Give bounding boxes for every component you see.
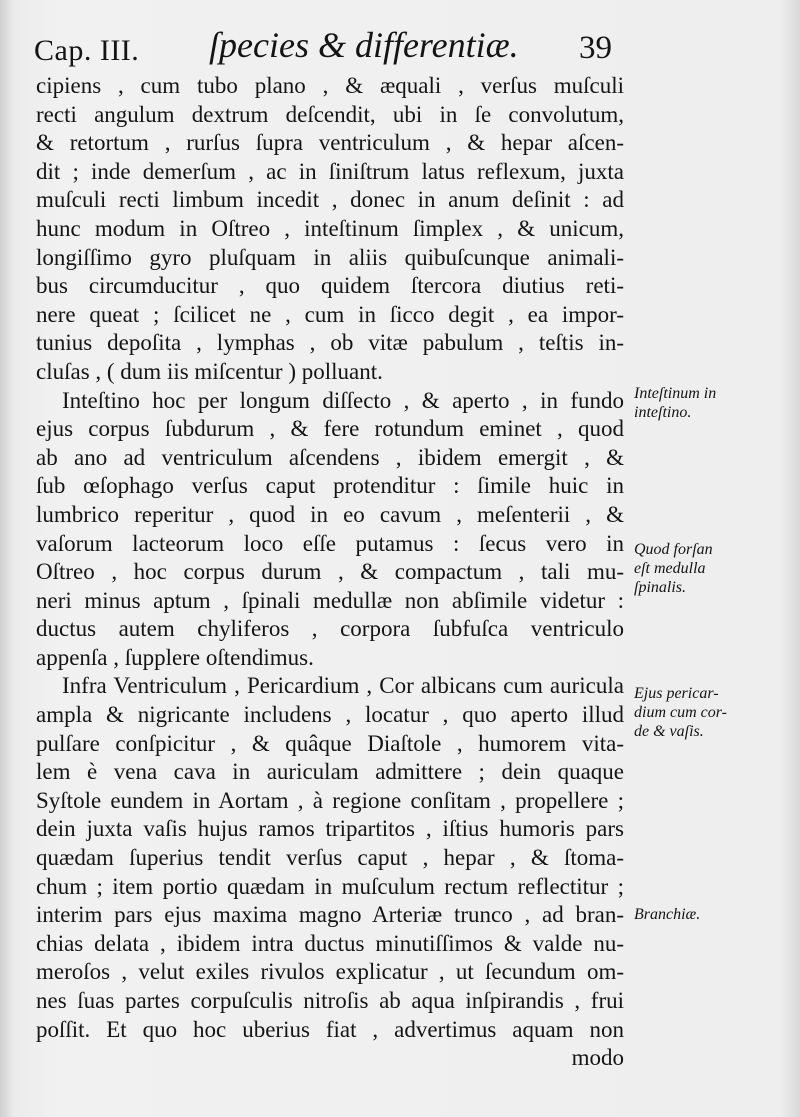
running-title: ſpecies & differentiæ. bbox=[209, 25, 519, 65]
text-line: chias delata , ibidem intra ductus minutiſſimos & valde nu- bbox=[36, 930, 624, 956]
text-line: Oſtreo , hoc corpus durum , & compactum , tali mu- bbox=[36, 559, 624, 585]
text-line: vaſorum lacteorum loco eſſe putamus : ſecus vero in bbox=[36, 530, 624, 556]
chapter-label: Cap. III. bbox=[34, 34, 140, 67]
catchword: modo bbox=[571, 1045, 624, 1071]
margin-note-line: Ejus pericar- bbox=[634, 685, 719, 702]
paragraph-1 bbox=[36, 72, 624, 387]
text-line: ductus autem chyliferos , corpora ſubfuſca ventriculo bbox=[36, 616, 624, 642]
text-line: recti angulum dextrum deſcendit, ubi in ſe convolutum, bbox=[36, 101, 624, 127]
text-line: ampla & nigricante includens , locatur , quo aperto illud bbox=[36, 702, 624, 728]
text-line: quædam ſuperius tendit verſus caput , hepar , & ſtoma- bbox=[36, 845, 624, 871]
text-line: dit ; inde demerſum , ac in ſiniſtrum latus reflexum, juxta bbox=[36, 158, 624, 184]
text-line: cipiens , cum tubo plano , & æquali , verſus muſculi bbox=[36, 73, 624, 98]
text-line: ejus corpus ſubdurum , & fere rotundum eminet , quod bbox=[36, 416, 624, 442]
body-text bbox=[36, 72, 624, 1073]
page-number: 39 bbox=[579, 30, 612, 66]
text-line: Syſtole eundem in Aortam , à regione conſitam , propellere ; bbox=[36, 787, 624, 813]
text-line: dein juxta vaſis hujus ramos tripartitos , iſtius humoris pars bbox=[36, 816, 624, 842]
text-line: interim pars ejus maxima magno Arteriæ trunco , ad bran- bbox=[36, 902, 624, 928]
text-line: appenſa , ſupplere oſtendimus. bbox=[36, 644, 314, 670]
running-header bbox=[34, 20, 634, 70]
text-line: & retortum , rurſus ſupra ventriculum , & hepar aſcen- bbox=[36, 130, 624, 156]
text-line: ab ano ad ventriculum aſcendens , ibidem emergit , & bbox=[36, 444, 624, 470]
text-line: pulſare conſpicitur , & quâque Diaſtole , humorem vita- bbox=[36, 730, 624, 756]
margin-note-line: de & vaſis. bbox=[634, 723, 704, 740]
text-line: Infra Ventriculum , Pericardium , Cor albicans cum auricula bbox=[62, 673, 624, 699]
text-line: neri minus aptum , ſpinali medullæ non abſimile videtur : bbox=[36, 587, 624, 613]
text-line: hunc modum in Oſtreo , inteſtinum ſimplex , & unicum, bbox=[36, 215, 624, 241]
margin-note-line: dium cum cor- bbox=[634, 704, 727, 721]
text-line: nes ſuas partes corpuſculis nitroſis ab aqua inſpirandis , frui bbox=[36, 988, 624, 1013]
margin-note-line: eſt medulla bbox=[634, 560, 706, 577]
text-line: poſſit. Et quo hoc uberius fiat , advertimus aquam non bbox=[36, 1016, 624, 1042]
text-line: ſub œſophago verſus caput protenditur : ſimile huic in bbox=[36, 473, 624, 499]
margin-note-pericardium bbox=[634, 684, 794, 741]
margin-note-branchiae bbox=[634, 905, 794, 924]
text-line: tunius depoſita , lymphas , ob vitæ pabulum , teſtis in- bbox=[36, 330, 624, 356]
text-line: cluſas , ( dum iis miſcentur ) polluant. bbox=[36, 358, 383, 384]
margin-note-line: ſpinalis. bbox=[634, 579, 687, 596]
text-line: lem è vena cava in auriculam admittere ; dein quaque bbox=[36, 759, 624, 785]
text-line: Inteſtino hoc per longum diſſecto , & aperto , in fundo bbox=[62, 387, 624, 413]
text-line: meroſos , velut exiles rivulos explicatur , ut ſecundum om- bbox=[36, 959, 624, 985]
text-line: lumbrico reperitur , quod in eo cavum , meſenterii , & bbox=[36, 501, 624, 527]
margin-note-line: Inteſtinum in bbox=[634, 385, 717, 402]
margin-note-line: Branchiæ. bbox=[634, 906, 701, 923]
paragraph-3 bbox=[36, 672, 624, 1044]
margin-note-line: inteſtino. bbox=[634, 404, 692, 421]
margin-note-line: Quod forſan bbox=[634, 541, 713, 558]
text-line: chum ; item portio quædam in muſculum rectum reflectitur ; bbox=[36, 873, 624, 899]
paragraph-2 bbox=[36, 387, 624, 673]
text-line: bus circumducitur , quo quidem ſtercora diutius reti- bbox=[36, 273, 624, 299]
margin-note-medulla bbox=[634, 540, 794, 597]
text-line: muſculi recti limbum incedit , donec in anum deſinit : ad bbox=[36, 187, 624, 213]
text-line: longiſſimo gyro pluſquam in aliis quibuſcunque animali- bbox=[36, 244, 624, 270]
margin-note-intestinum bbox=[634, 384, 794, 422]
text-line: nere queat ; ſcilicet ne , cum in ſicco degit , ea impor- bbox=[36, 301, 624, 327]
